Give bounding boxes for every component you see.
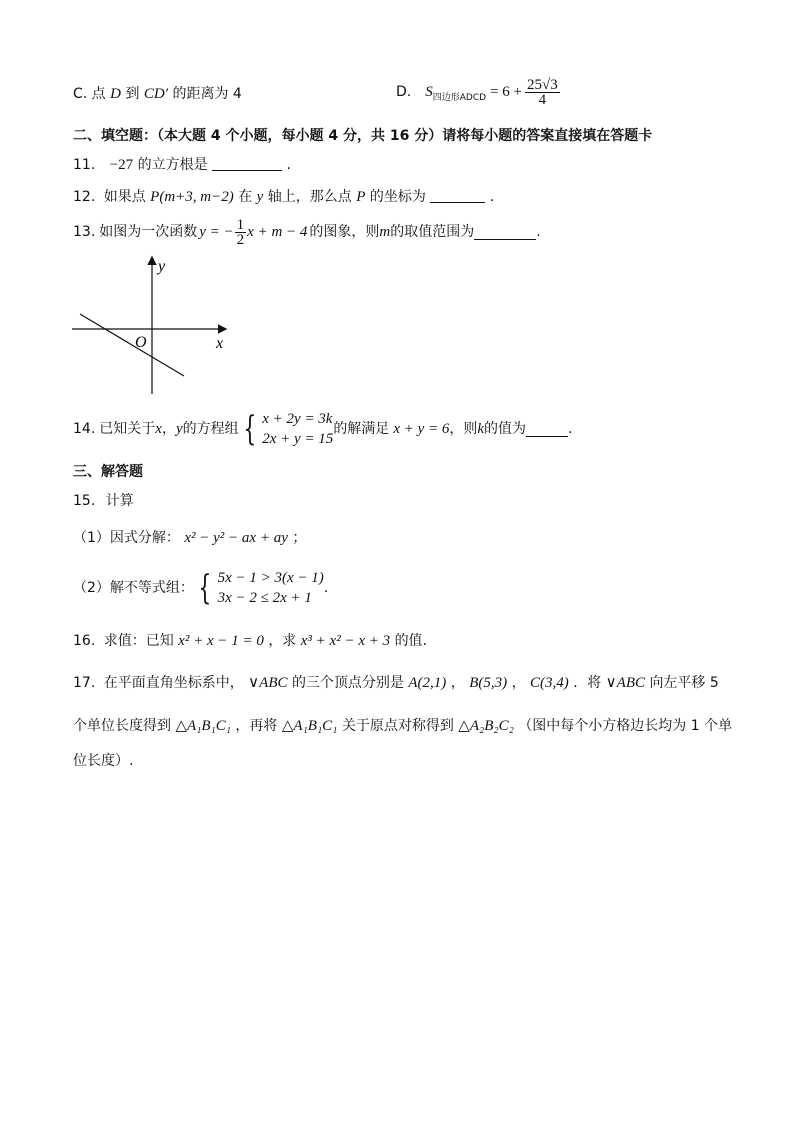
q15-p1-expr: x² − y² − ax + ay [184,530,288,546]
q14-condition: x + y = 6 [393,421,450,437]
q14-k: k [477,421,485,437]
option-c-mid: 到 [125,86,140,102]
segment-cd: CD′ [143,86,169,102]
q13-text-c: 的取值范围为 [390,224,475,240]
q15-p1-end: ； [292,530,307,546]
q16-given: x² + x − 1 = 0 [178,633,264,649]
q12-answer-blank [430,188,485,203]
q17-line-3 [73,751,133,771]
q12-end: . [489,189,495,205]
q14-eq2: 2x + y = 15 [262,431,334,447]
q14-text-e: 的值为 [484,421,527,437]
q14-answer-blank [526,422,568,437]
q11-expr: −27 [109,157,134,173]
q14-sep: ， [161,421,176,437]
q16-text-b: ，求 [268,633,297,649]
x-axis-label: x [216,335,224,352]
q13-fraction-num: 1 [236,216,245,233]
question-12 [73,187,494,207]
section-2-heading: 二、填空题：（本大题 4 个小题，每小题 4 分，共 16 分）请将每小题的答案直接填在答题卡 [73,128,653,144]
q17-l2-a: 个单位长度得到 [73,718,171,734]
q17-line-2 [73,716,732,736]
q12-p: P [356,189,366,205]
q11-text: 的立方根是 [137,157,208,173]
q13-text-b: 的图象，则 [309,224,380,240]
q14-end: . [568,421,573,437]
q17-triangle-abc: ∨ABC [248,675,288,691]
q15-p1-label: （1）因式分解： [73,530,180,546]
q17-triangle-abc-2: ∨ABC [605,675,645,691]
q14-brace: { [242,409,256,449]
q17-sep-2: ， [511,675,526,691]
option-d-fraction [525,78,560,107]
function-line [80,314,184,376]
question-14 [73,405,573,453]
q13-number: 13. [73,224,96,240]
q15-p2-end: . [323,580,329,596]
q17-l2-c: 关于原点对称得到 [341,718,454,734]
q14-text-c: 的解满足 [333,421,390,437]
q16-target: x³ + x² − x + 3 [300,633,391,649]
q17-l1-a: 在平面直角坐标系中， [103,675,244,691]
q17-point-c: C(3,4) [530,675,569,691]
q12-text-c: 轴上，那么点 [267,189,352,205]
q17-triangle-a2b2c2: △A₂B₂C₂ [458,718,514,734]
q11-number: 11. [73,157,96,173]
q15-number: 15. [73,493,96,509]
q12-number: 12. [73,189,96,205]
question-11 [73,155,291,175]
q15-title: 计算 [105,493,134,509]
area-subscript: 四边形ADCD [432,93,487,103]
q17-l2-b: ，再将 [235,718,278,734]
origin-label: O [135,334,147,351]
q12-text-a: 如果点 [103,189,146,205]
q13-text-a: 如图为一次函数 [99,224,198,240]
q14-text-d: ，则 [449,421,478,437]
option-d [396,76,561,108]
q17-triangle-a1b1c1: △A₁B₁C₁ [175,718,231,734]
q17-point-b: B(5,3) [469,675,508,691]
question-15 [73,491,134,511]
q12-y: y [256,189,264,205]
q17-number: 17. [73,675,96,691]
q14-system [239,409,334,449]
q13-end: . [536,224,541,240]
question-13 [73,214,541,250]
q14-eq1: x + 2y = 3k [262,411,333,427]
point-d: D [110,86,121,102]
q15-brace: { [198,568,212,608]
q11-end: . [286,157,291,173]
area-symbol: S [425,84,433,100]
q14-text-a: 已知关于 [99,421,156,437]
q15-ineq2: 3x − 2 ≤ 2x + 1 [217,590,312,606]
q17-line-1 [73,673,719,693]
q14-number: 14. [73,421,96,437]
fraction-denominator: 4 [538,91,547,108]
q12-text-d: 的坐标为 [369,189,426,205]
q17-l3-a: 位长度）. [73,753,134,769]
q16-text-a: 求值：已知 [103,633,174,649]
q15-inequality-system [194,568,324,608]
q13-answer-blank [474,225,536,240]
q13-fraction-den: 2 [236,231,245,248]
q16-number: 16. [73,633,96,649]
q15-part-2 [73,566,328,610]
q17-l2-d: （图中每个小方格边长均为 1 个单 [518,718,733,734]
q13-m: m [379,224,391,240]
q15-ineq1: 5x − 1 > 3(x − 1) [217,570,324,586]
q13-fraction [235,218,247,247]
q16-text-c: 的值. [394,633,428,649]
q11-answer-blank [212,156,282,171]
option-c [73,84,242,104]
q15-p2-label: （2）解不等式组： [73,580,194,596]
fraction-numerator: 25√3 [526,76,558,93]
q17-point-a: A(2,1) [408,675,447,691]
q12-text-b: 在 [238,189,253,205]
q17-l1-c: ．将 [573,675,602,691]
q15-part-1 [73,528,306,548]
option-d-eq: = 6 + [490,84,522,100]
q17-sep-1: ， [450,675,465,691]
q13-lhs: y = − [199,224,234,240]
q12-point: P(m+3, m−2) [150,189,234,205]
option-c-prefix: C. 点 [73,86,106,102]
q17-l1-b: 的三个顶点分别是 [291,675,404,691]
q14-y: y [175,421,183,437]
function-graph [60,252,240,400]
q17-triangle-a1b1c1-2: △A₁B₁C₁ [281,718,338,734]
q14-x: x [155,421,162,437]
q17-l1-d: 向左平移 5 [649,675,719,691]
question-16 [73,631,427,651]
section-3-heading: 三、解答题 [73,464,143,480]
option-d-prefix: D. [396,84,412,100]
q13-rhs: x + m − 4 [247,224,308,240]
q14-text-b: 的方程组 [182,421,239,437]
y-axis-label: y [158,258,166,275]
option-c-tail: 的距离为 4 [172,86,242,102]
